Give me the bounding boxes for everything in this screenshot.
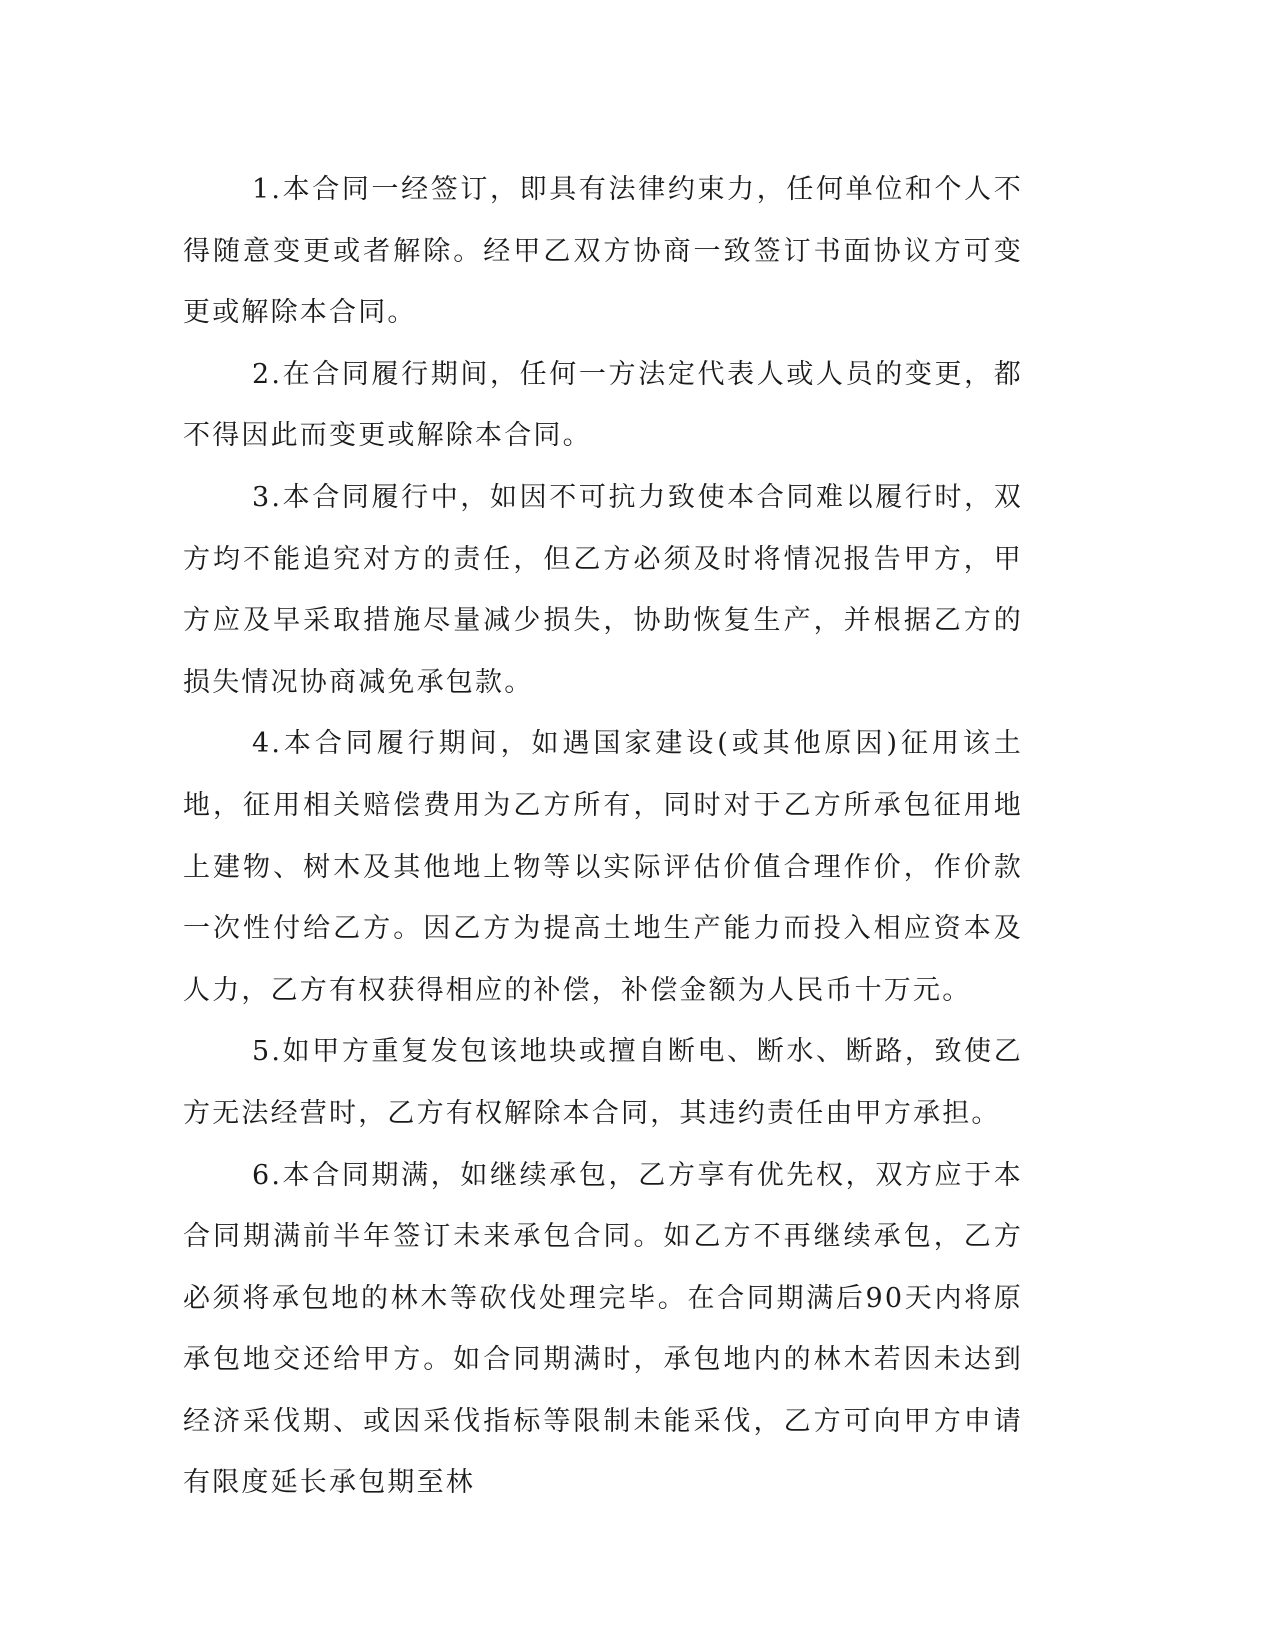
- clause-2: 2.在合同履行期间，任何一方法定代表人或人员的变更，都不得因此而变更或解除本合同。: [183, 358, 1023, 452]
- clause-6: 6.本合同期满，如继续承包，乙方享有优先权，双方应于本合同期满前半年签订未来承包合同。如乙方不再继续承包，乙方必须将承包地的林木等砍伐处理完毕。在合同期满后90天内将原承包地交还给甲方。如合同期满时，承包地内的林木若因未达到经济采伐期、或因采伐指标等限制未能采伐，乙方可向甲方申请有限度延长承包期至林: [183, 1159, 1023, 1499]
- clause-3: 3.本合同履行中，如因不可抗力致使本合同难以履行时，双方均不能追究对方的责任，但乙方必须及时将情况报告甲方，甲方应及早采取措施尽量减少损失，协助恢复生产，并根据乙方的损失情况协商减免承包款。: [183, 481, 1023, 698]
- clause-5: 5.如甲方重复发包该地块或擅自断电、断水、断路，致使乙方无法经营时，乙方有权解除本合同，其违约责任由甲方承担。: [183, 1036, 1023, 1129]
- clause-1: 1.本合同一经签订，即具有法律约束力，任何单位和个人不得随意变更或者解除。经甲乙双方协商一致签订书面协议方可变更或解除本合同。: [183, 174, 1023, 329]
- contract-body: [183, 159, 1023, 1514]
- clause-4: 4.本合同履行期间，如遇国家建设(或其他原因)征用该土地，征用相关赔偿费用为乙方所有，同时对于乙方所承包征用地上建物、树木及其他地上物等以实际评估价值合理作价，作价款一次性付给乙方。因乙方为提高土地生产能力而投入相应资本及人力，乙方有权获得相应的补偿，补偿金额为人民币十万元。: [183, 728, 1023, 1006]
